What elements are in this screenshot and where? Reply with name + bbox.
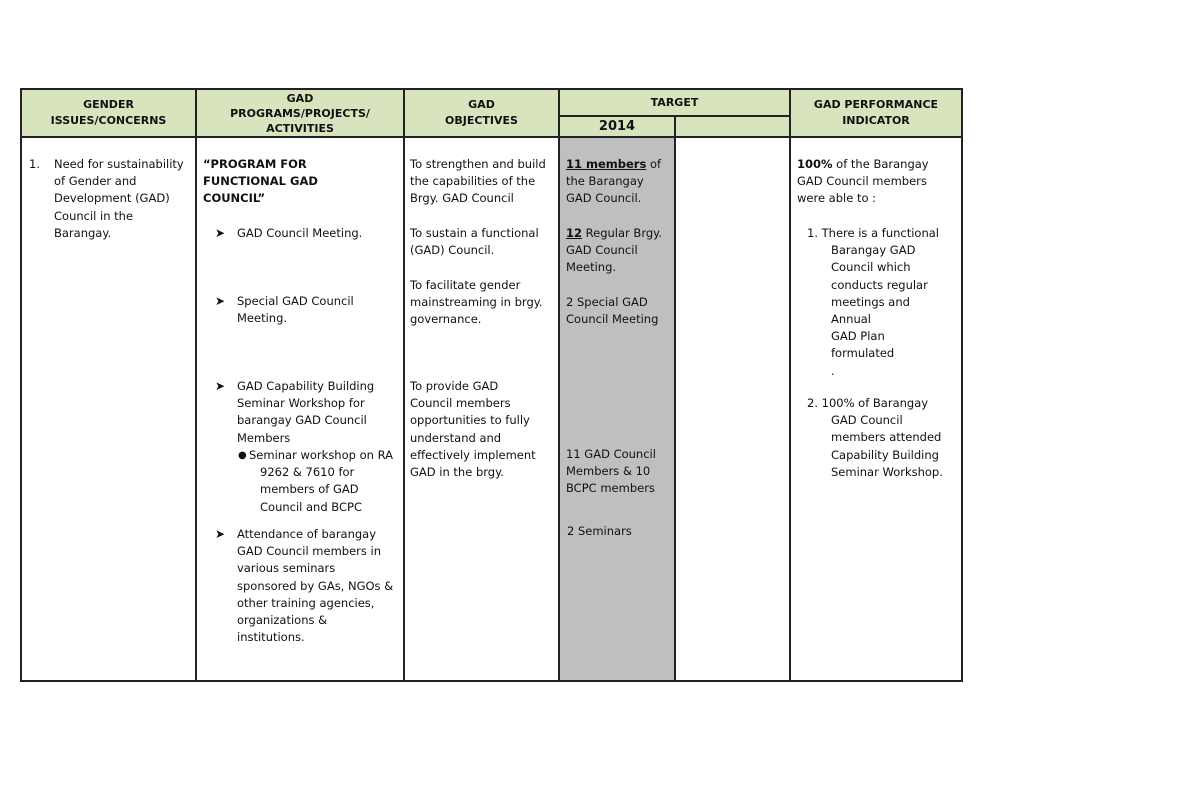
- indicator-point-2: 2. 100% of Barangay GAD Council members attended Capability Building Seminar Workshop.: [807, 396, 943, 479]
- arrow-bullet-icon: ➤: [215, 226, 226, 240]
- arrow-bullet-icon: ➤: [215, 294, 226, 308]
- column-divider: [403, 90, 405, 680]
- objective-strengthen: To strengthen and build the capabilities of the Brgy. GAD Council: [410, 157, 546, 206]
- header-performance-indicator: GAD PERFORMANCE INDICATOR: [813, 98, 939, 127]
- program-item-special-meeting: Special GAD Council Meeting.: [237, 294, 354, 326]
- target-special-meeting: 2 Special GAD Council Meeting: [566, 295, 659, 327]
- objective-sustain: To sustain a functional (GAD) Council.: [410, 226, 539, 258]
- gad-plan-table: [20, 88, 963, 682]
- program-item-attendance: Attendance of barangay GAD Council members in various seminars sponsored by GAs, NGOs & other training agencies, organizations & institutions.: [237, 527, 394, 645]
- column-divider: [674, 116, 676, 680]
- column-divider: [195, 90, 197, 680]
- issue-number: 1.: [29, 157, 40, 171]
- target-regular-meetings: 12 Regular Brgy. GAD Council Meeting.: [566, 226, 662, 275]
- header-gender-issues: GENDER ISSUES/CONCERNS: [50, 98, 167, 127]
- target-2014-shaded-column: [560, 138, 674, 680]
- program-item-capability-building: GAD Capability Building Seminar Workshop for barangay GAD Council Members: [237, 379, 375, 445]
- header-year-2014: 2014: [598, 119, 636, 134]
- arrow-bullet-icon: ➤: [215, 379, 226, 393]
- column-divider: [789, 90, 791, 680]
- target-members: 11 members of the Barangay GAD Council.: [566, 157, 662, 206]
- objective-provide: To provide GAD Council members opportunities to fully understand and effectively implement GAD in the brgy.: [410, 379, 536, 480]
- column-divider: [558, 90, 560, 680]
- arrow-bullet-icon: ➤: [215, 527, 226, 541]
- header-gad-objectives: GAD OBJECTIVES: [445, 98, 518, 127]
- header-gad-programs: GAD PROGRAMS/PROJECTS/ ACTIVITIES: [230, 91, 370, 135]
- objective-facilitate: To facilitate gender mainstreaming in brgy. governance.: [410, 278, 543, 327]
- program-subitem-seminar-workshop: Seminar workshop on RA 9262 & 7610 for members of GAD Council and BCPC: [249, 448, 393, 514]
- issue-text: Need for sustainability of Gender and Development (GAD) Council in the Barangay.: [54, 157, 184, 240]
- program-title: “PROGRAM FOR FUNCTIONAL GAD COUNCIL”: [203, 157, 318, 206]
- header-target: TARGET: [650, 95, 699, 109]
- target-seminars: 2 Seminars: [567, 524, 632, 538]
- indicator-intro: 100% of the Barangay GAD Council members were able to :: [797, 157, 929, 206]
- target-seminar-attendees: 11 GAD Council Members & 10 BCPC members: [566, 447, 656, 496]
- dot-bullet-icon: ●: [238, 450, 247, 461]
- program-item-council-meeting: GAD Council Meeting.: [237, 226, 363, 240]
- indicator-point-1: 1. There is a functional Barangay GAD Council which conducts regular meetings and Annual GAD Plan formulated .: [807, 226, 939, 378]
